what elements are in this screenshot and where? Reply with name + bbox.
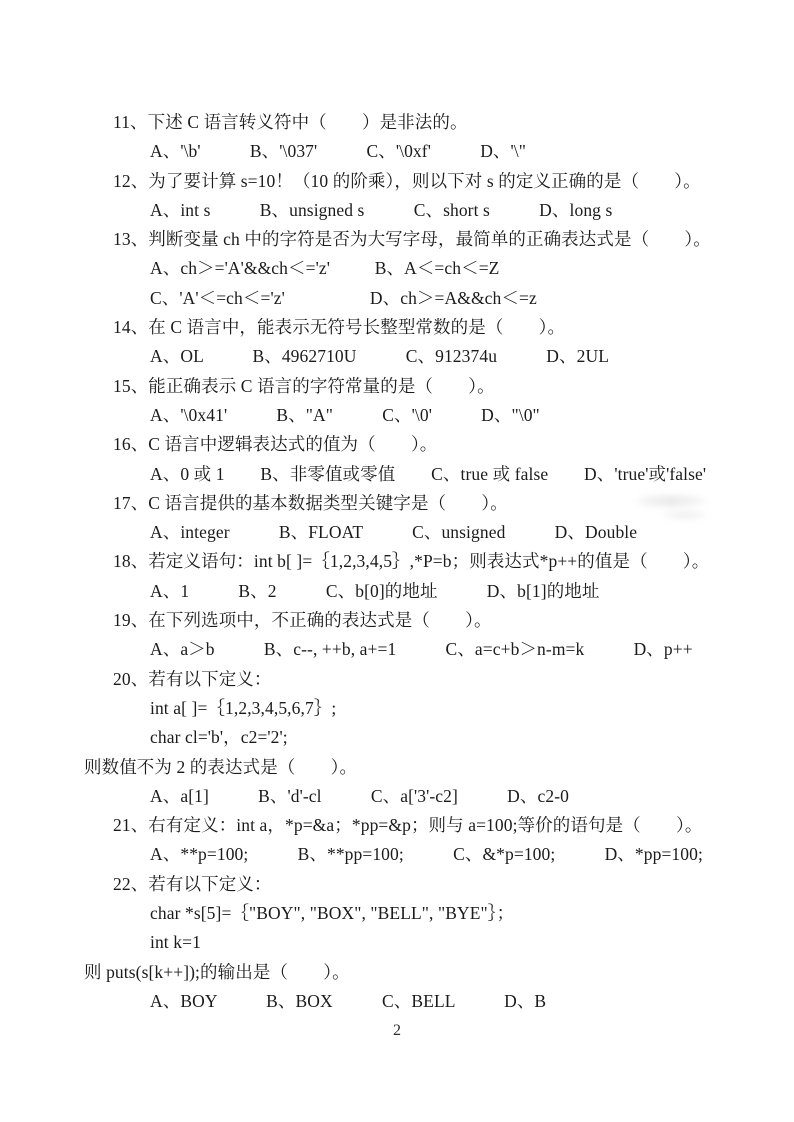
question-20: 20、若有以下定义： [113,668,272,689]
question-12-options: A、int s B、unsigned s C、short s D、long s [150,199,613,220]
question-11: 11、下述 C 语言转义符中（ ）是非法的。 [113,112,468,132]
question-11-options: A、'\b' B、'\037' C、'\0xf' D、'\" [150,141,526,162]
question-22: 22、若有以下定义： [113,873,272,894]
question-22-code-2: int k=1 [150,932,201,953]
question-12: 12、为了要计算 s=10！（10 的阶乘），则以下对 s 的定义正确的是（ ）。 [113,170,701,191]
question-13: 13、判断变量 ch 中的字符是否为大写字母，最简单的正确表达式是（ ）。 [113,229,711,250]
question-16-options: A、0 或 1 B、非零值或零值 C、true 或 false D、'true'或'false' [150,463,707,484]
question-13-options-cd: C、'A'＜=ch＜='z' D、ch＞=A&&ch＜=z [150,287,537,308]
question-22-options: A、BOY B、BOX C、BELL D、B [150,990,547,1011]
question-17-options: A、integer B、FLOAT C、unsigned D、Double [150,522,638,543]
question-17: 17、C 语言提供的基本数据类型关键字是（ ）。 [113,492,508,513]
question-19: 19、在下列选项中，不正确的表达式是（ ）。 [113,610,492,631]
question-15: 15、能正确表示 C 语言的字符常量的是（ ）。 [113,375,495,396]
question-20-code-2: char cl='b'，c2='2'; [150,727,288,748]
question-21-options: A、**p=100; B、**pp=100; C、&*p=100; D、*pp=100; [150,844,703,865]
page-number: 2 [393,1022,401,1039]
question-18-options: A、1 B、2 C、b[0]的地址 D、b[1]的地址 [150,580,600,601]
question-18: 18、若定义语句：int b[ ]=｛1,2,3,4,5｝,*P=b；则表达式*p++的值是（ ）。 [113,551,710,572]
question-20-continuation: 则数值不为 2 的表达式是（ ）。 [84,756,358,777]
question-20-code-1: int a[ ]=｛1,2,3,4,5,6,7｝; [150,697,337,718]
question-20-options: A、a[1] B、'd'-cl C、a['3'-c2] D、c2-0 [150,785,569,806]
question-15-options: A、'\0x41' B、"A" C、'\0' D、"\0" [150,404,540,425]
question-16: 16、C 语言中逻辑表达式的值为（ ）。 [113,434,438,455]
document-body [0,108,794,1016]
question-13-options-ab: A、ch＞='A'&&ch＜='z' B、A＜=ch＜=Z [150,258,500,279]
question-14-options: A、OL B、4962710U C、912374u D、2UL [150,346,609,367]
question-14: 14、在 C 语言中，能表示无符号长整型常数的是（ ）。 [113,317,566,338]
question-22-continuation: 则 puts(s[k++]);的输出是（ ）。 [84,961,350,982]
question-22-code-1: char *s[5]=｛"BOY", "BOX", "BELL", "BYE"｝； [150,903,515,924]
question-21: 21、右有定义：int a，*p=&a；*pp=&p；则与 a=100;等价的语句是（ ）。 [113,815,703,836]
question-19-options: A、a＞b B、c--, ++b, a+=1 C、a=c+b＞n-m=k D、p++ [150,639,693,660]
